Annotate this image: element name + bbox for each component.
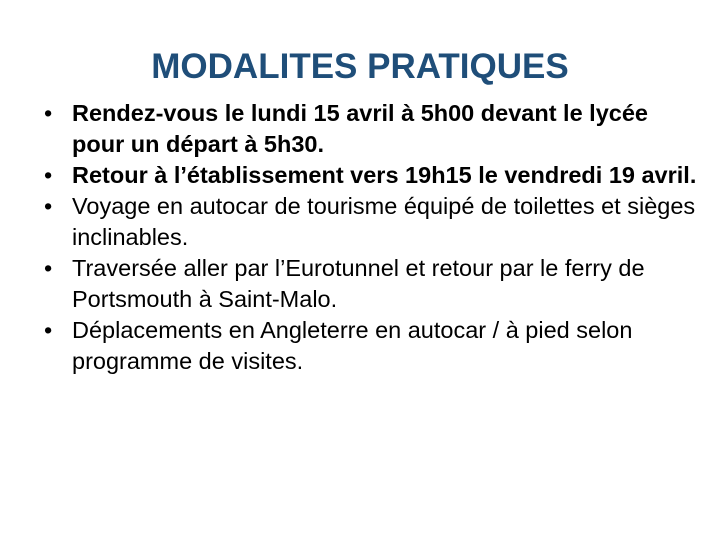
- bullet-item: [44, 315, 704, 377]
- bullet-text: Rendez-vous le lundi 15 avril à 5h00 devant le lycée pour un départ à 5h30.: [72, 100, 648, 157]
- bullet-icon: •: [44, 100, 53, 126]
- bullet-list: [44, 98, 704, 377]
- bullet-icon: •: [44, 317, 53, 343]
- bullet-icon: •: [44, 193, 53, 219]
- bullet-item: [44, 98, 704, 160]
- bullet-text: Retour à l’établissement vers 19h15 le vendredi 19 avril.: [72, 162, 697, 188]
- bullet-text: Voyage en autocar de tourisme équipé de toilettes et sièges inclinables.: [72, 193, 696, 250]
- bullet-icon: •: [44, 255, 53, 281]
- slide-title: MODALITES PRATIQUES: [151, 47, 569, 86]
- bullet-item: [44, 253, 704, 315]
- bullet-icon: •: [44, 162, 53, 188]
- bullet-item: [44, 191, 704, 253]
- bullet-item: [44, 160, 704, 191]
- bullet-text: Déplacements en Angleterre en autocar / à pied selon programme de visites.: [72, 317, 633, 374]
- bullet-text: Traversée aller par l’Eurotunnel et retour par le ferry de Portsmouth à Saint-Malo.: [72, 255, 645, 312]
